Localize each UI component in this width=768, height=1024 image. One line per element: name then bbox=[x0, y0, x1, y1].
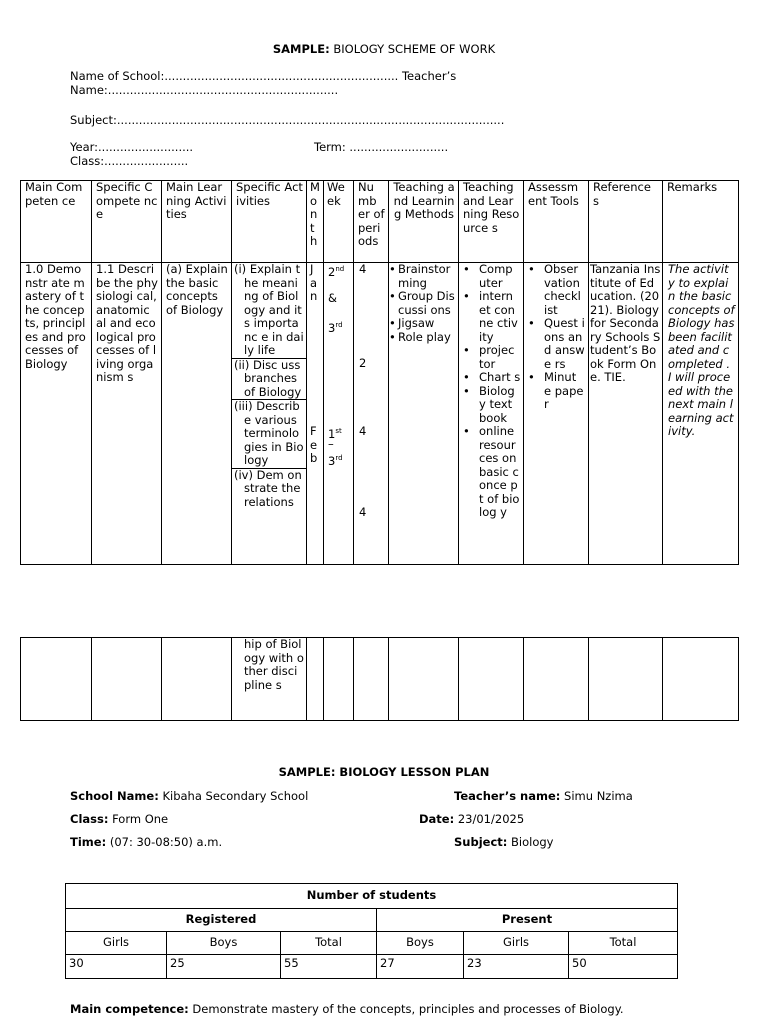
main-competence-cell: 1.0 Demonstr ate mastery of the concepts, principles and processes of Biology bbox=[21, 263, 92, 565]
assessment-cell bbox=[524, 263, 589, 565]
col-reg-girls: Girls bbox=[66, 932, 167, 955]
header-week: We ek bbox=[324, 181, 354, 263]
subject-field: Subject:.......................................................................................................... bbox=[70, 113, 505, 127]
col-reg-total: Total bbox=[281, 932, 377, 955]
continuation-row bbox=[21, 638, 739, 721]
pres-girls-value: 23 bbox=[464, 955, 569, 979]
main-competence-line: Main competence: Demonstrate mastery of the concepts, principles and processes of Biology. bbox=[70, 1002, 624, 1016]
school-name: School Name: Kibaha Secondary School bbox=[70, 789, 309, 803]
date-field: Date: 23/01/2025 bbox=[419, 812, 525, 826]
registered-header: Registered bbox=[66, 909, 377, 932]
activity-item: (ii) Disc uss branches of Biology bbox=[232, 359, 306, 401]
col-pres-total: Total bbox=[569, 932, 678, 955]
reg-boys-value: 25 bbox=[167, 955, 281, 979]
col-pres-girls: Girls bbox=[464, 932, 569, 955]
present-header: Present bbox=[377, 909, 678, 932]
year-class-field: Year:.......................... Class:....................... bbox=[70, 140, 194, 168]
week-2-sep: – bbox=[328, 437, 334, 451]
activity-item: (iii) Describ e various terminolo gies in Biology bbox=[232, 400, 306, 469]
period-value: 4 bbox=[359, 262, 367, 276]
time-field: Time: (07: 30-08:50) a.m. bbox=[70, 835, 223, 849]
resources-cell bbox=[459, 263, 524, 565]
month-jan: J a n bbox=[310, 262, 318, 303]
method-item: • Brainstor ming bbox=[389, 263, 456, 290]
students-table bbox=[65, 883, 678, 979]
week-1-start: 2nd bbox=[328, 264, 345, 279]
students-values-row bbox=[66, 955, 678, 979]
resource-item: • online resour ces on basic conce pt of biolog y bbox=[459, 425, 521, 520]
specific-activities-cell bbox=[232, 263, 307, 565]
header-assessment: Assessm ent Tools bbox=[524, 181, 589, 263]
header-specific-competence: Specific Compete nce bbox=[92, 181, 162, 263]
resource-item: • Comp uter bbox=[459, 263, 521, 290]
school-field: Name of School:................................................................ Teacher’s Name:............................................................... bbox=[70, 69, 457, 97]
assessment-item: • Minut e paper bbox=[524, 371, 586, 412]
reference-cell: Tanzania Institute of Education. (2021). Biology for Secondary Schools Student’s Book Form One. TIE. bbox=[589, 263, 663, 565]
header-main-competence: Main Competen ce bbox=[21, 181, 92, 263]
term-field: Term: ........................... bbox=[314, 140, 449, 154]
method-item: • Role play bbox=[389, 331, 456, 345]
header-references: Reference s bbox=[589, 181, 663, 263]
activity-continuation: hip of Biology with other discipline s bbox=[232, 638, 307, 721]
teacher-name: Teacher’s name: Simu Nzima bbox=[454, 789, 633, 803]
period-value: 2 bbox=[359, 356, 367, 370]
scheme-row bbox=[21, 263, 739, 565]
week-2-start: 1st bbox=[328, 426, 342, 441]
reg-girls-value: 30 bbox=[66, 955, 167, 979]
activity-item: (iv) Dem onstrate the relations bbox=[234, 467, 302, 509]
col-reg-boys: Boys bbox=[167, 932, 281, 955]
reg-total-value: 55 bbox=[281, 955, 377, 979]
activity-item: (i) Explain the meaning of Biology and its importanc e in daily life bbox=[232, 263, 306, 359]
week-1-sep: & bbox=[328, 291, 337, 306]
period-value: 4 bbox=[359, 505, 367, 519]
assessment-item: • Obser vation checkl ist bbox=[524, 263, 586, 317]
lesson-title: SAMPLE: BIOLOGY LESSON PLAN bbox=[278, 765, 490, 779]
resource-item: • projec tor bbox=[459, 344, 521, 371]
week-2-end: 3rd bbox=[328, 453, 343, 468]
week-cell bbox=[324, 263, 354, 565]
scheme-continuation-table bbox=[20, 637, 739, 721]
scheme-title: SAMPLE: BIOLOGY SCHEME OF WORK bbox=[272, 42, 496, 56]
header-resources: Teaching and Learning Resource s bbox=[459, 181, 524, 263]
month-cell bbox=[307, 263, 324, 565]
header-periods: Nu mb er of peri ods bbox=[354, 181, 389, 263]
header-main-activities: Main Learning Activities bbox=[162, 181, 232, 263]
period-value: 4 bbox=[359, 424, 367, 438]
resource-item: • Biolog y text book bbox=[459, 385, 521, 426]
resource-item: • intern et conne ctivity bbox=[459, 290, 521, 344]
periods-cell bbox=[354, 263, 389, 565]
col-pres-boys: Boys bbox=[377, 932, 464, 955]
method-item: • Group Discussi ons bbox=[389, 290, 456, 317]
assessment-item: • Quest ions and answe rs bbox=[524, 317, 586, 371]
header-specific-activities: Specific Activities bbox=[232, 181, 307, 263]
main-activity-cell: (a) Explain the basic concepts of Biology bbox=[162, 263, 232, 565]
subject-field-lesson: Subject: Biology bbox=[454, 835, 554, 849]
week-1-end: 3rd bbox=[328, 320, 343, 335]
header-month: M o n t h bbox=[307, 181, 324, 263]
resource-item: • Chart s bbox=[459, 371, 521, 385]
remarks-cell: The activity to explain the basic concepts of Biology has been facilitated and completed . I will proceed with the next main learning activity. bbox=[663, 263, 739, 565]
scheme-table bbox=[20, 180, 739, 565]
header-remarks: Remarks bbox=[663, 181, 739, 263]
students-title: Number of students bbox=[66, 884, 678, 909]
method-item: • Jigsaw bbox=[389, 317, 456, 331]
month-feb: F e b bbox=[310, 424, 318, 465]
class-field: Class: Form One bbox=[70, 812, 169, 826]
specific-competence-cell: 1.1 Describe the physiologi cal, anatomic al and ecological processes of living organism s bbox=[92, 263, 162, 565]
scheme-header-row bbox=[21, 181, 739, 263]
methods-cell bbox=[389, 263, 459, 565]
header-methods: Teaching and Learning Methods bbox=[389, 181, 459, 263]
pres-boys-value: 27 bbox=[377, 955, 464, 979]
pres-total-value: 50 bbox=[569, 955, 678, 979]
